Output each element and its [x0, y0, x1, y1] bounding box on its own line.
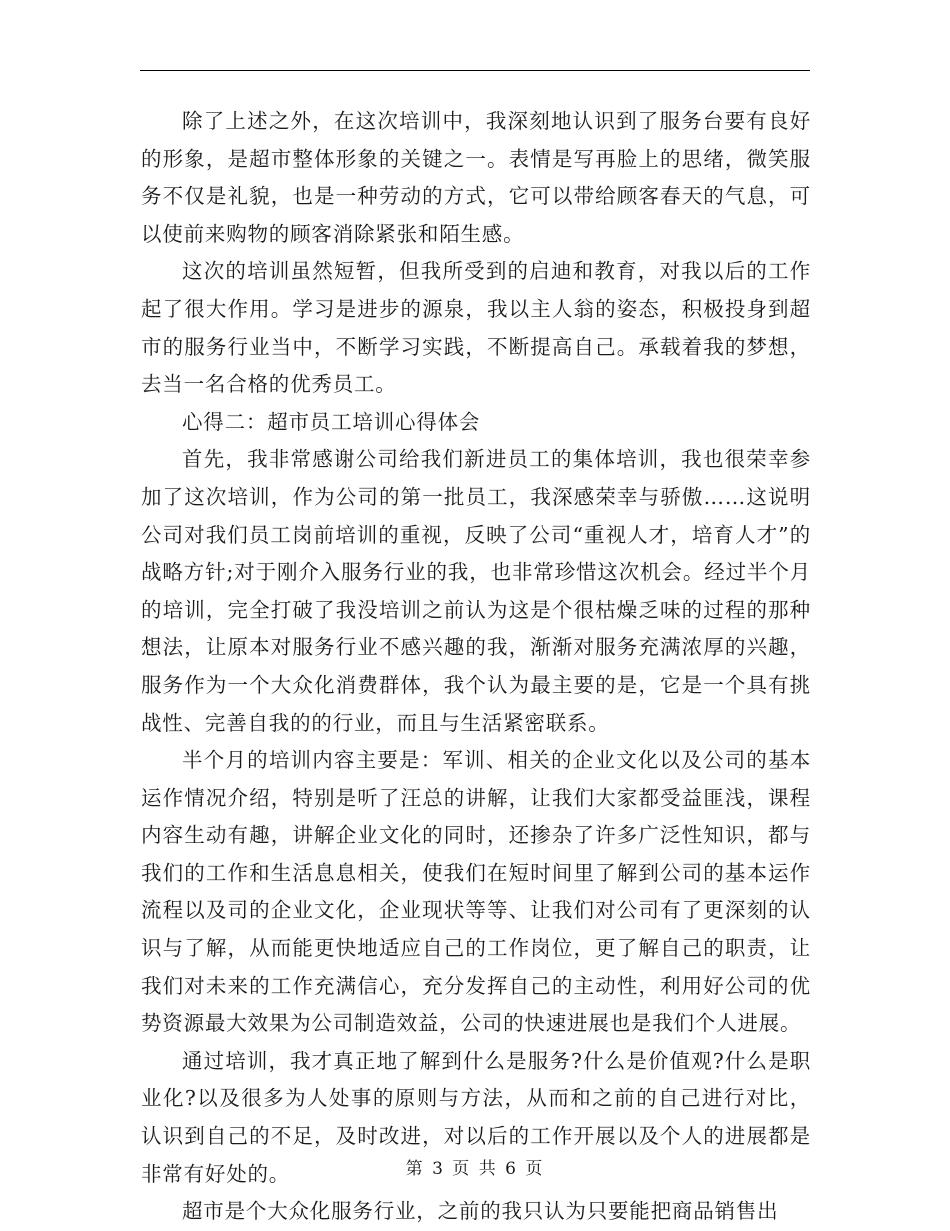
document-body	[141, 103, 811, 1231]
paragraph: 这次的培训虽然短暂，但我所受到的启迪和教育，对我以后的工作起了很大作用。学习是进步的源泉，我以主人翁的姿态，积极投身到超市的服务行业当中，不断学习实践，不断提高自己。承载着我的梦想，去当一名合格的优秀员工。	[141, 259, 811, 397]
paragraph: 首先，我非常感谢公司给我们新进员工的集体培训，我也很荣幸参加了这次培训，作为公司的第一批员工，我深感荣幸与骄傲……这说明公司对我们员工岗前培训的重视，反映了公司“重视人才，培育人才”的战略方针;对于刚介入服务行业的我，也非常珍惜这次机会。经过半个月的培训，完全打破了我没培训之前认为这是个很枯燥乏味的过程的那种想法，让原本对服务行业不感兴趣的我，渐渐对服务充满浓厚的兴趣，服务作为一个大众化消费群体，我个认为最主要的是，它是一个具有挑战性、完善自我的的行业，而且与生活紧密联系。	[141, 447, 811, 735]
paragraph: 半个月的培训内容主要是：军训、相关的企业文化以及公司的基本运作情况介绍，特别是听了汪总的讲解，让我们大家都受益匪浅，课程内容生动有趣，讲解企业文化的同时，还掺杂了许多广泛性知识，都与我们的工作和生活息息相关，使我们在短时间里了解到公司的基本运作流程以及司的企业文化，企业现状等等、让我们对公司有了更深刻的认识与了解，从而能更快地适应自己的工作岗位，更了解自己的职责，让我们对未来的工作充满信心，充分发挥自己的主动性，利用好公司的优势资源最大效果为公司制造效益，公司的快速进展也是我们个人进展。	[141, 748, 811, 1036]
page-number: 第 3 页 共 6 页	[405, 1159, 545, 1179]
paragraph: 超市是个大众化服务行业，之前的我只认为只要能把商品销售出	[182, 1199, 779, 1224]
header-rule	[140, 70, 810, 71]
page-footer	[0, 1154, 950, 1179]
paragraph: 除了上述之外，在这次培训中，我深刻地认识到了服务台要有良好的形象，是超市整体形象的关键之一。表情是写再脸上的思绪，微笑服务不仅是礼貌，也是一种劳动的方式，它可以带给顾客春天的气息，可以使前来购物的顾客消除紧张和陌生感。	[141, 109, 811, 246]
section-heading: 心得二：超市员工培训心得体会	[182, 409, 481, 434]
paragraph: 通过培训，我才真正地了解到什么是服务?什么是价值观?什么是职业化?以及很多为人处事的原则与方法，从而和之前的自己进行对比，认识到自己的不足，及时改进，对以后的工作开展以及个人的进展都是非常有好处的。	[141, 1048, 811, 1186]
